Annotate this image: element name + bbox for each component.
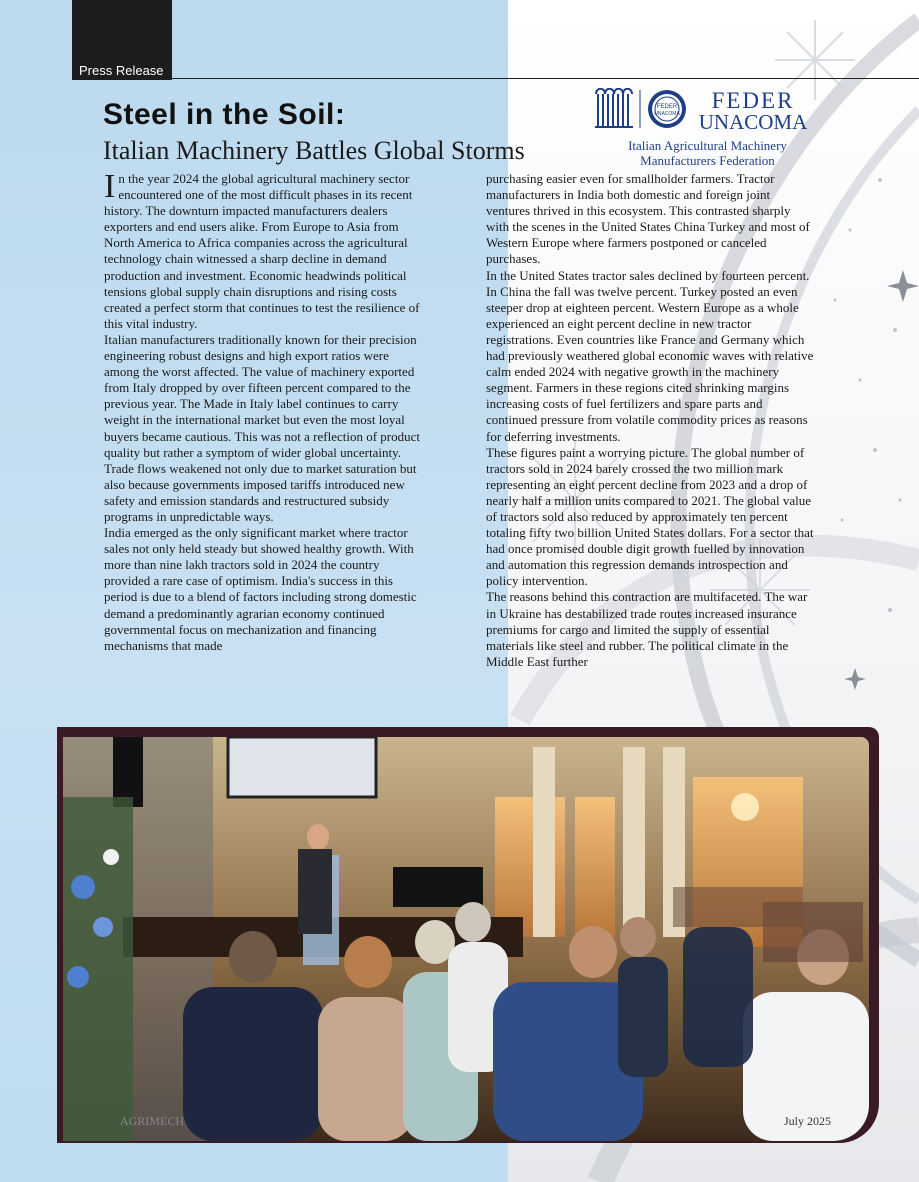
article-subtitle: Italian Machinery Battles Global Storms [103, 136, 525, 165]
paragraph: purchasing easier even for smallholder farmers. Tractor manufacturers in India both domestic and foreign joint ventures thrived in this ecosystem. This contrasted sharply with the scenes in the United States China Turkey and most of Western Europe where farmers postponed or canceled purchases. [486, 171, 810, 267]
wordmark-line1: FEDER [711, 88, 795, 113]
article-title: Steel in the Soil: [103, 98, 346, 131]
paragraph: These figures paint a worrying picture. The global number of tractors sold in 2024 barely crossed the two million mark representing an eight percent decline from 2023 and a drop of nearly half a million units compared to 2021. The global value of tractors sold also reduced by approximately ten percent totaling fifty two billion United States dollars. For a sector that had once promised double digit growth fuelled by innovation and automation this regression demands introspection and policy intervention. [486, 444, 814, 589]
columns-emblem-icon [595, 89, 633, 127]
federation-name-line2: Manufacturers Federation [640, 153, 775, 168]
grand-piano [393, 867, 483, 907]
header-rule [172, 78, 919, 79]
column [533, 747, 555, 937]
wordmark-line2: UNACOMA [698, 110, 808, 134]
section-label: Press Release [79, 63, 164, 78]
speaker [113, 737, 143, 807]
federation-name-line1: Italian Agricultural Machinery [628, 138, 787, 153]
badge-text-line1: FEDER [656, 104, 678, 110]
event-photo [63, 737, 869, 1141]
paragraph: In the United States tractor sales declined by fourteen percent. In China the fall was twelve percent. Turkey posted an even steeper drop at eighteen percent. Western Europe as a whole experienced an eight percent decline in new tractor registrations. Even countries like France and Germany which had previously weathered global economic waves with relative calm ended 2024 with negative growth in the machinery segment. Farmers in these regions cited shrinking margins increasing costs of fuel fertilizers and spare parts and continued pressure from volatile commodity prices as reasons for deferring investments. [486, 267, 814, 444]
paragraph: India emerged as the only significant market where tractor sales not only held steady but showed healthy growth. With more than nine lakh tractors sold in 2024 the country provided a rare case of optimism. India's success in this period is due to a blend of factors including strong domestic demand a predominantly agrarian economy continued governmental focus on mechanization and financing mechanisms that made [104, 525, 417, 653]
issue-date-footer: July 2025 [784, 1114, 832, 1128]
window-curtain [575, 797, 615, 937]
article-column-left [104, 168, 422, 654]
speaker-person [307, 824, 329, 850]
paragraph: Italian manufacturers traditionally known for their precision engineering robust designs and high export ratios were among the worst affected. The value of machinery exported from Italy dropped by over fifteen percent compared to the previous year. The Made in Italy label continues to carry weight in the international market but even the most loyal buyers became cautious. This was not a reflection of product quality but rather a symptom of wider global uncertainty. Trade flows weakened not only due to market saturation but also because governments imposed tariffs introduced new safety and emission standards and restructured subsidy programs in unpredictable ways. [104, 331, 420, 524]
drop-cap: I [104, 168, 116, 205]
chandelier [731, 793, 759, 821]
column [623, 747, 645, 937]
federation-name [610, 138, 805, 168]
article-column-right [486, 171, 814, 670]
event-photo-illustration [63, 737, 869, 1141]
federunacoma-badge-icon [648, 90, 686, 128]
paragraph: n the year 2024 the global agricultural machinery sector encountered one of the most difficult phases in its recent history. The downturn impacted manufacturers dealers exporters and end users alike. From Europe to Asia from North America to Africa companies across the agricultural technology chain witnessed a sharp decline in demand production and investment. Economic headwinds political tensions global supply chain disruptions and rising costs created a perfect storm that continues to test the resilience of this vital industry. [104, 171, 420, 331]
paragraph: The reasons behind this contraction are multifaceted. The war in Ukraine has destabilized trade routes increased insurance premiums for cargo and limited the supply of essential materials like steel and rubber. The political climate in the Middle East further [486, 589, 808, 669]
speaker-person [298, 849, 332, 934]
publication-footer: AGRIMECH [120, 1114, 185, 1128]
projection-screen [228, 737, 376, 797]
badge-text-line2: UNACOMA [654, 111, 680, 117]
star-sparkle-icon [844, 270, 919, 690]
